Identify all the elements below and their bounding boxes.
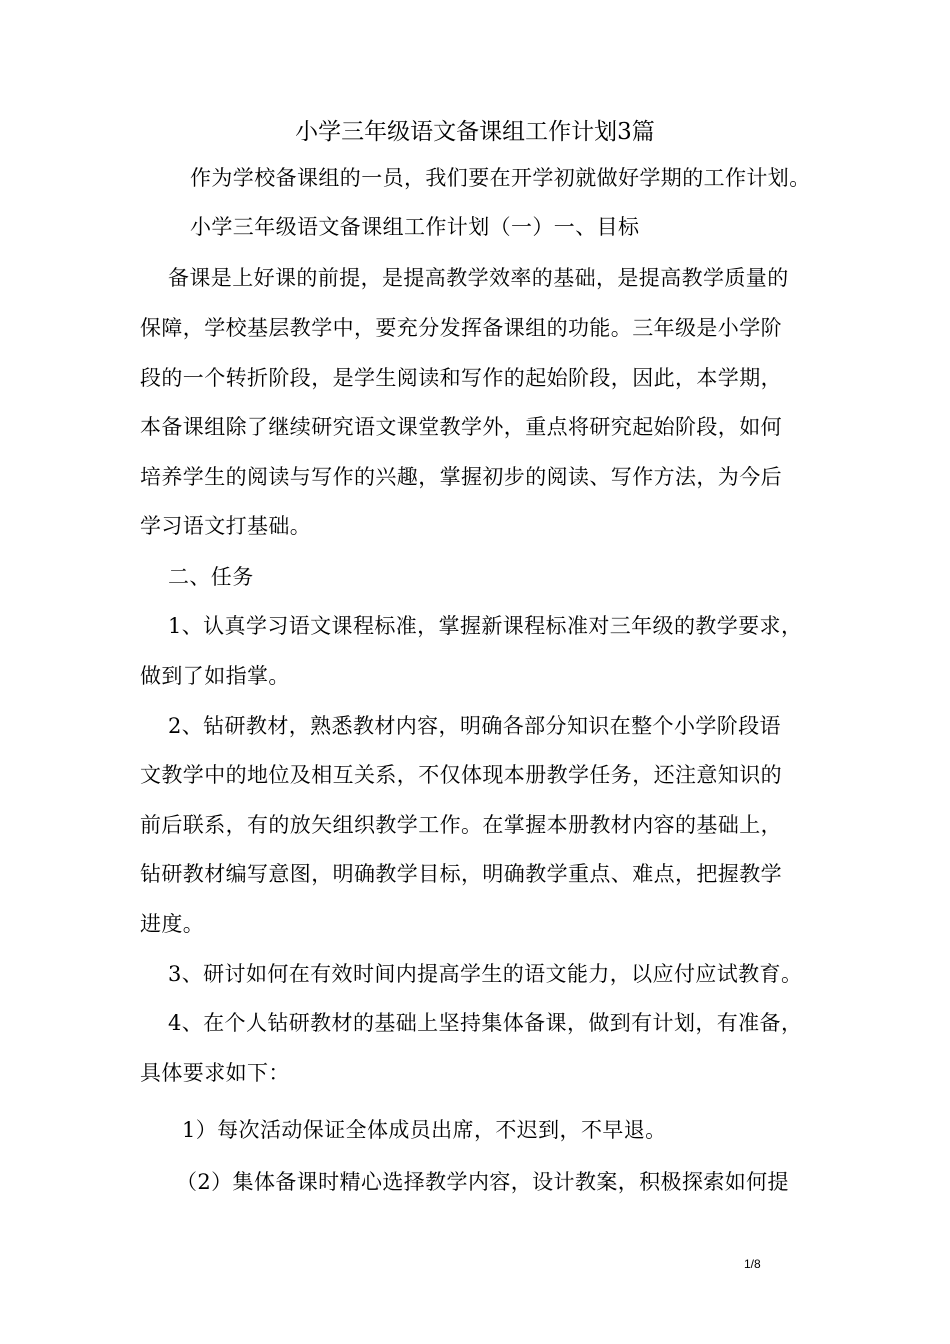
text-line: 3、研讨如何在有效时间内提高学生的语文能力，以应付应试教育。 [168,962,803,986]
text-line: 做到了如指掌。 [140,664,290,688]
text-line: 本备课组除了继续研究语文课堂教学外，重点将研究起始阶段，如何 [140,415,782,439]
text-line: （2）集体备课时精心选择教学内容，设计教案，积极探索如何提 [176,1170,789,1194]
text-line: 1）每次活动保证全体成员出席，不迟到，不早退。 [182,1118,667,1142]
document-title: 小学三年级语文备课组工作计划3篇 [295,119,655,145]
text-line: 前后联系，有的放矢组织教学工作。在掌握本册教材内容的基础上， [140,813,782,837]
text-line: 文教学中的地位及相互关系，不仅体现本册教学任务，还注意知识的 [140,763,782,787]
text-line: 段的一个转折阶段，是学生阅读和写作的起始阶段，因此，本学期， [140,366,782,390]
text-line: 作为学校备课组的一员，我们要在开学初就做好学期的工作计划。 [190,166,811,190]
text-line: 具体要求如下： [140,1061,290,1085]
section-heading: 二、任务 [168,565,254,589]
text-line: 保障，学校基层教学中，要充分发挥备课组的功能。三年级是小学阶 [140,316,782,340]
text-line: 培养学生的阅读与写作的兴趣，掌握初步的阅读、写作方法，为今后 [140,465,782,489]
text-line: 钻研教材编写意图，明确教学目标，明确教学重点、难点，把握教学 [140,862,782,886]
text-line: 进度。 [140,912,205,936]
text-line: 学习语文打基础。 [140,514,312,538]
page-number: 1/8 [744,1257,761,1271]
text-line: 备课是上好课的前提，是提高教学效率的基础，是提高教学质量的 [168,266,789,290]
text-line: 4、在个人钻研教材的基础上坚持集体备课，做到有计划，有准备， [168,1011,803,1035]
text-line: 2、钻研教材，熟悉教材内容，明确各部分知识在整个小学阶段语 [168,714,781,738]
text-line: 1、认真学习语文课程标准，掌握新课程标准对三年级的教学要求， [168,614,803,638]
text-line: 小学三年级语文备课组工作计划（一）一、目标 [190,215,640,239]
